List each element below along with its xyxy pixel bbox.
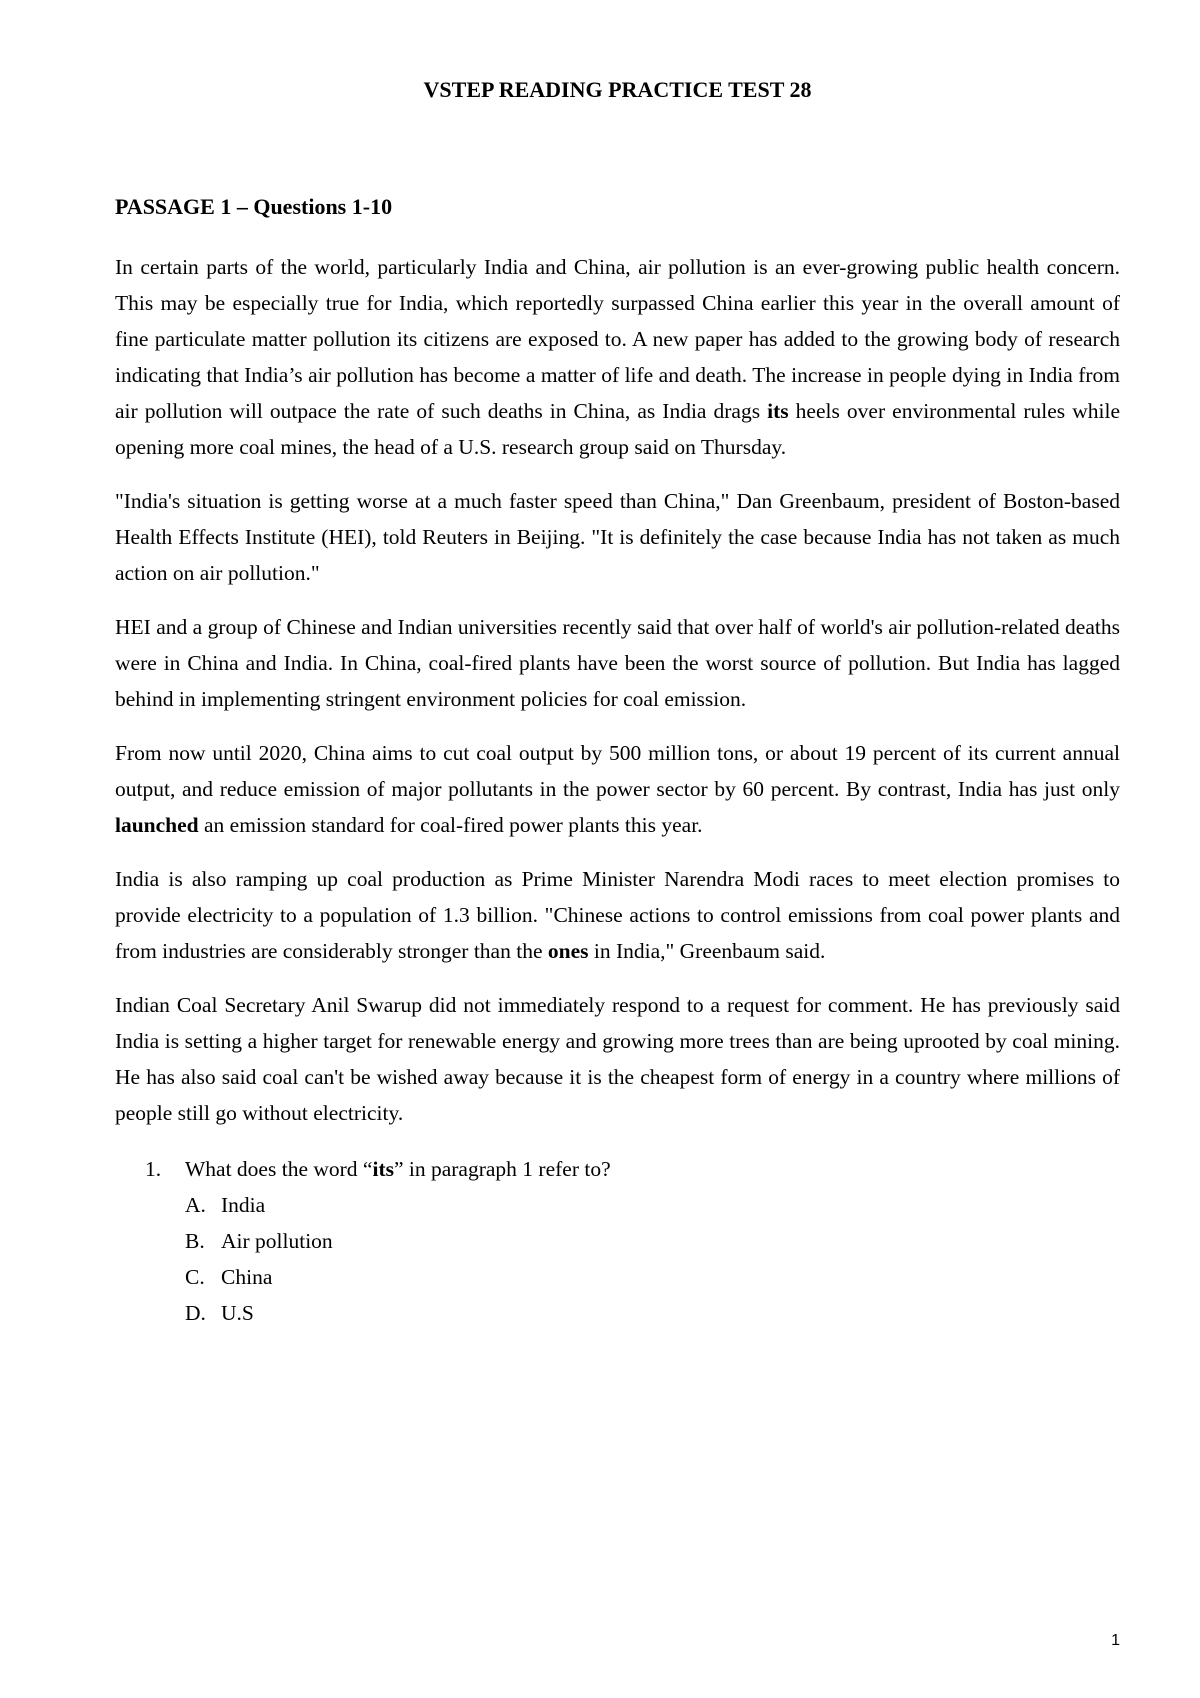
paragraph-6: Indian Coal Secretary Anil Swarup did not immediately respond to a request for comment. He has previously said India is setting a higher target for renewable energy and growing more trees than are being uprooted by coal mining. He has also said coal can't be wished away because it is the cheapest form of energy in a country where millions of people still go without electricity. xyxy=(115,993,1120,1125)
passage-heading: PASSAGE 1 – Questions 1-10 xyxy=(115,194,393,219)
answer-option-c: C. China xyxy=(185,1265,273,1289)
answer-option-a: A. India xyxy=(185,1193,266,1217)
paragraph-1: In certain parts of the world, particularly India and China, air pollution is an ever-growing public health concern. This may be especially true for India, which reportedly surpassed China earlier this year in the overall amount of fine particulate matter pollution its citizens are exposed to. A new paper has added to the growing body of research indicating that India’s air pollution has become a matter of life and death. The increase in people dying in India from air pollution will outpace the rate of such deaths in China, as India drags its heels over environmental rules while opening more coal mines, the head of a U.S. research group said on Thursday. xyxy=(115,255,1120,459)
passage-body xyxy=(115,249,1120,1331)
question-text: What does the word “its” in paragraph 1 refer to? xyxy=(185,1157,611,1181)
paragraph-2: "India's situation is getting worse at a much faster speed than China," Dan Greenbaum, president of Boston-based Health Effects Institute (HEI), told Reuters in Beijing. "It is definitely the case because India has not taken as much action on air pollution." xyxy=(115,489,1120,585)
highlighted-word-ones: ones xyxy=(547,939,589,963)
answer-option-b: B. Air pollution xyxy=(185,1229,333,1253)
highlighted-word-its: its xyxy=(767,399,789,423)
highlighted-word-launched: launched xyxy=(115,813,199,837)
paragraph-5: India is also ramping up coal production as Prime Minister Narendra Modi races to meet election promises to provide electricity to a population of 1.3 billion. "Chinese actions to control emissions from coal power plants and from industries are considerably stronger than the ones in India," Greenbaum said. xyxy=(115,867,1120,963)
page-title: VSTEP READING PRACTICE TEST 28 xyxy=(423,77,812,102)
paragraph-3: HEI and a group of Chinese and Indian universities recently said that over half of world's air pollution-related deaths were in China and India. In China, coal-fired plants have been the worst source of pollution. But India has lagged behind in implementing stringent environment policies for coal emission. xyxy=(115,615,1120,711)
paragraph-4: From now until 2020, China aims to cut coal output by 500 million tons, or about 19 percent of its current annual output, and reduce emission of major pollutants in the power sector by 60 percent. By contrast, India has just only launched an emission standard for coal-fired power plants this year. xyxy=(115,741,1120,837)
question-1 xyxy=(115,1151,1120,1187)
answer-option-d: D. U.S xyxy=(185,1301,254,1325)
page-number: 1 xyxy=(1111,1632,1120,1649)
question-list xyxy=(115,1151,1120,1331)
question-number: 1. xyxy=(145,1157,162,1181)
